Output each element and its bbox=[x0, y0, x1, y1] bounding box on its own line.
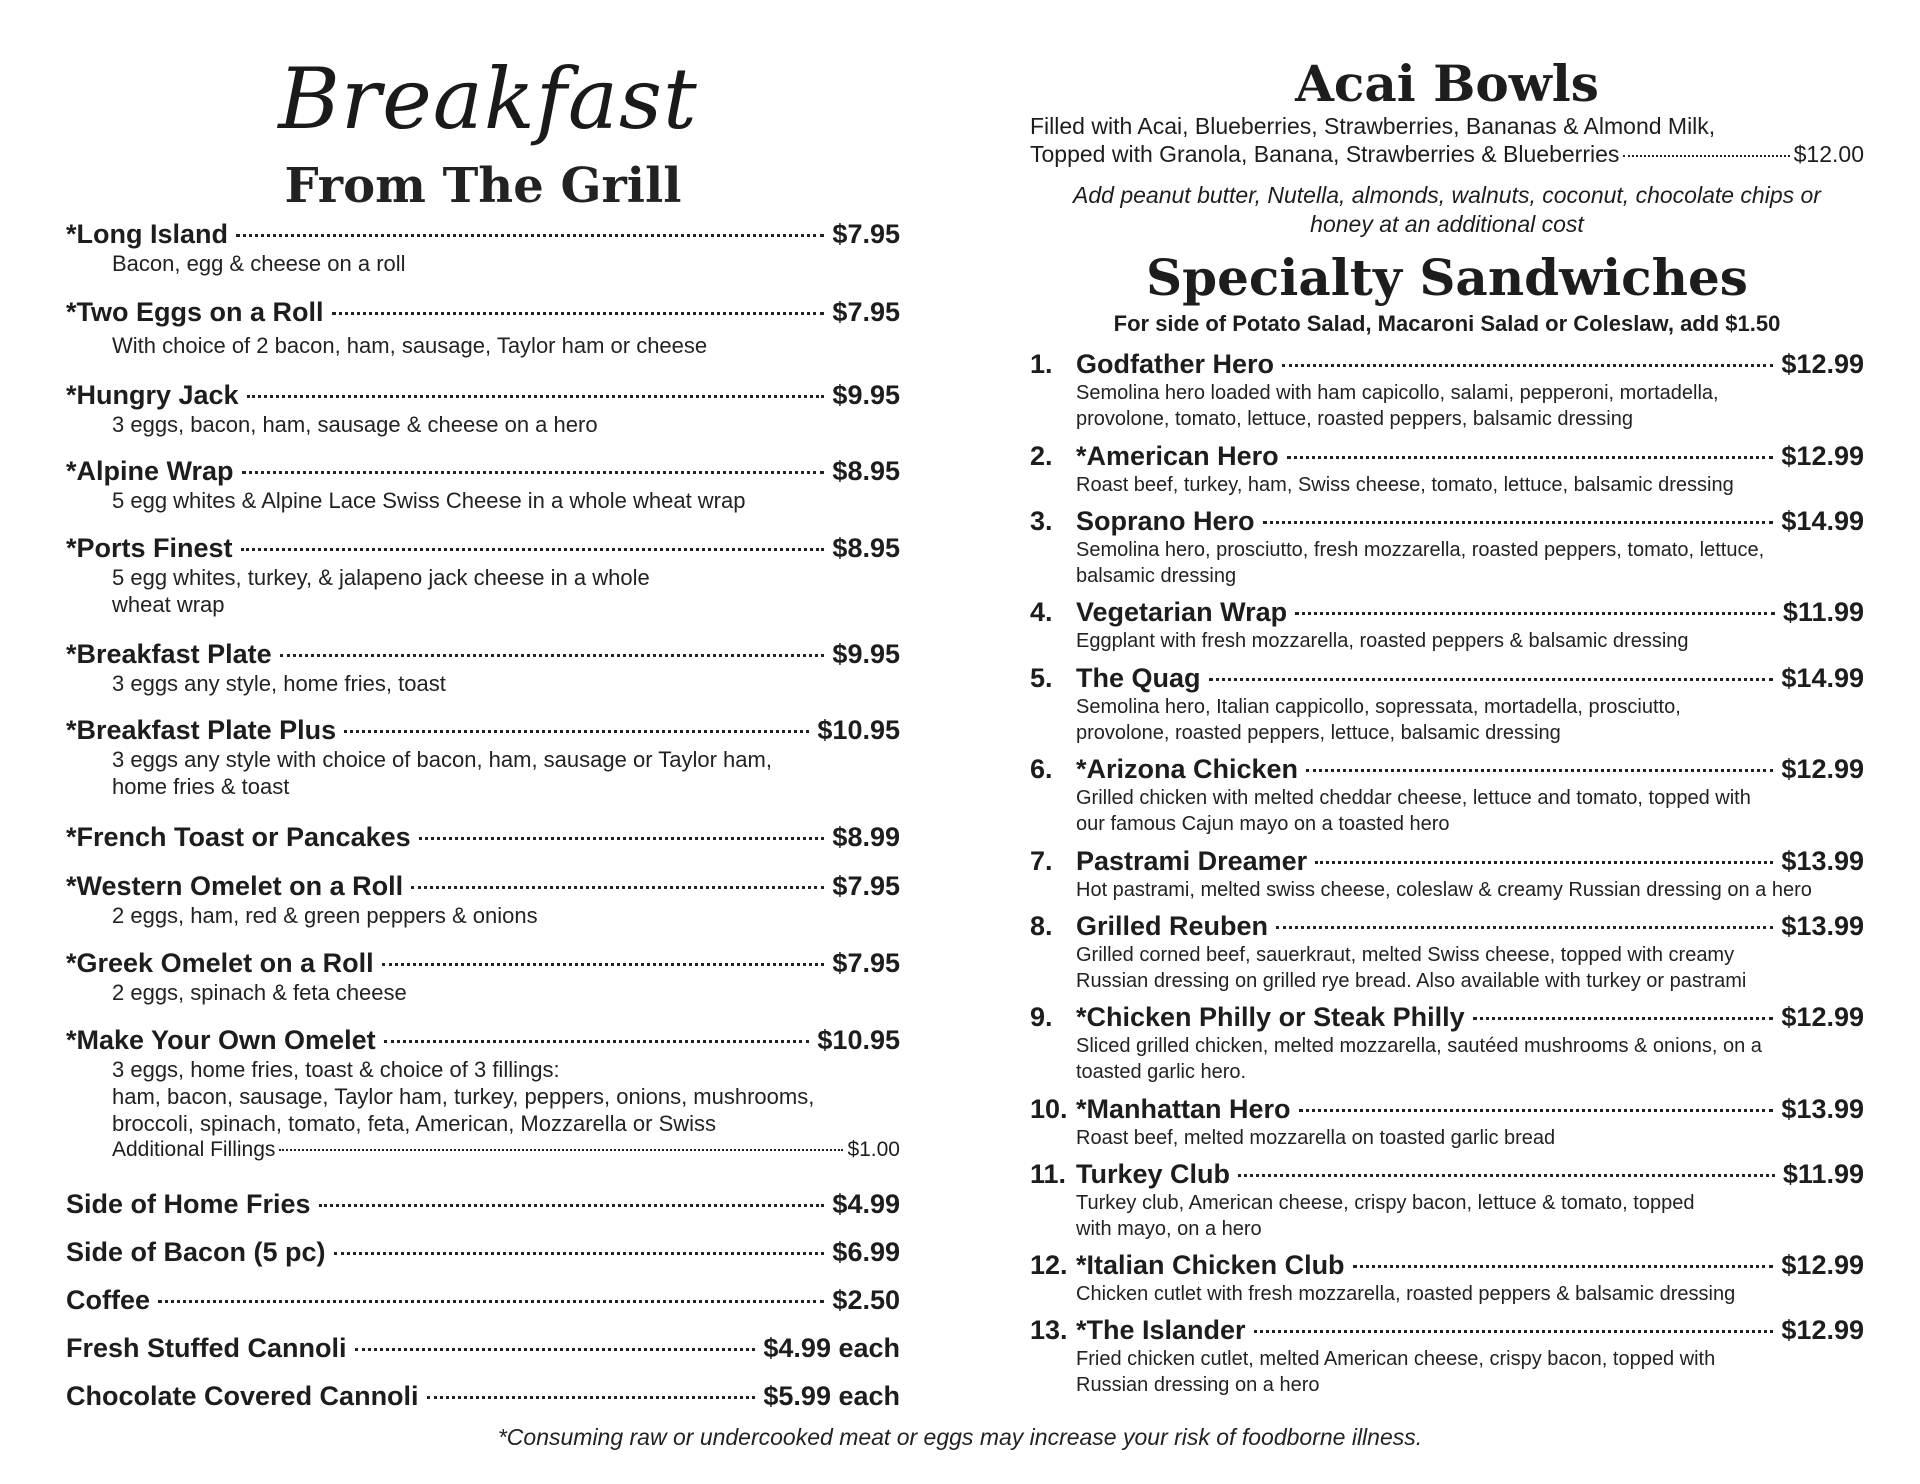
item-description: Eggplant with fresh mozzarella, roasted peppers & balsamic dressing bbox=[1076, 630, 1689, 652]
additional-fillings-price: $1.00 bbox=[847, 1138, 900, 1161]
item-number: 10. bbox=[1030, 1094, 1068, 1124]
menu-item bbox=[66, 218, 900, 277]
item-description: Bacon, egg & cheese on a roll bbox=[112, 251, 406, 276]
item-name: *Alpine Wrap bbox=[66, 456, 234, 486]
item-name: Godfather Hero bbox=[1076, 349, 1275, 379]
item-name: *Breakfast Plate bbox=[66, 639, 272, 669]
item-price: $12.99 bbox=[1781, 441, 1864, 471]
item-description-cont: home fries & toast bbox=[112, 774, 290, 799]
item-price: $9.95 bbox=[832, 639, 900, 669]
item-description: Semolina hero, prosciutto, fresh mozzarella, roasted peppers, tomato, lettuce, bbox=[1076, 539, 1765, 561]
acai-note: Add peanut butter, Nutella, almonds, walnuts, coconut, chocolate chips or honey at an additional cost bbox=[1073, 182, 1821, 237]
item-number: 12. bbox=[1030, 1250, 1068, 1280]
item-price: $8.99 bbox=[832, 822, 900, 852]
item-description: 3 eggs, home fries, toast & choice of 3 fillings: bbox=[112, 1057, 560, 1082]
item-price: $6.99 bbox=[832, 1237, 900, 1267]
sandwich-item bbox=[1030, 505, 1864, 589]
item-price: $8.95 bbox=[832, 456, 900, 486]
menu-item bbox=[66, 1236, 900, 1268]
item-name: *The Islander bbox=[1076, 1315, 1246, 1345]
sandwich-item bbox=[1030, 596, 1864, 654]
item-name: *Two Eggs on a Roll bbox=[66, 297, 324, 327]
item-number: 5. bbox=[1030, 663, 1053, 693]
item-description: 3 eggs any style, home fries, toast bbox=[112, 671, 446, 696]
item-name: Fresh Stuffed Cannoli bbox=[66, 1333, 347, 1363]
item-price: $4.99 bbox=[832, 1189, 900, 1219]
item-number: 6. bbox=[1030, 754, 1053, 784]
item-number: 1. bbox=[1030, 349, 1053, 379]
item-number: 13. bbox=[1030, 1315, 1068, 1345]
item-number: 9. bbox=[1030, 1002, 1053, 1032]
item-price: $13.99 bbox=[1781, 911, 1864, 941]
item-description: Turkey club, American cheese, crispy bacon, lettuce & tomato, topped bbox=[1076, 1192, 1695, 1214]
sandwich-item bbox=[1030, 1249, 1864, 1307]
item-name: *Hungry Jack bbox=[66, 380, 239, 410]
acai-title: Acai Bowls bbox=[1295, 54, 1599, 113]
sandwich-item bbox=[1030, 440, 1864, 498]
menu-item bbox=[66, 532, 900, 618]
acai-description bbox=[1030, 112, 1864, 168]
item-name: Side of Bacon (5 pc) bbox=[66, 1237, 326, 1267]
item-name: Soprano Hero bbox=[1076, 506, 1255, 536]
item-description-cont: with mayo, on a hero bbox=[1076, 1218, 1262, 1240]
item-name: *Long Island bbox=[66, 219, 228, 249]
item-name: *Breakfast Plate Plus bbox=[66, 715, 337, 745]
acai-price: $12.00 bbox=[1793, 141, 1864, 167]
item-name: *French Toast or Pancakes bbox=[66, 822, 411, 852]
item-description: 3 eggs, bacon, ham, sausage & cheese on a hero bbox=[112, 412, 598, 437]
item-description-cont: toasted garlic hero. bbox=[1076, 1061, 1247, 1083]
sandwich-item bbox=[1030, 1314, 1864, 1398]
item-price: $7.95 bbox=[832, 871, 900, 901]
item-description-cont: Russian dressing on grilled rye bread. Also available with turkey or pastrami bbox=[1076, 970, 1747, 992]
sandwich-item bbox=[1030, 662, 1864, 746]
item-name: Turkey Club bbox=[1076, 1159, 1231, 1189]
item-price: $2.50 bbox=[832, 1285, 900, 1315]
item-description: Roast beef, melted mozzarella on toasted garlic bread bbox=[1076, 1127, 1556, 1149]
food-safety-disclaimer: *Consuming raw or undercooked meat or eggs may increase your risk of foodborne illness. bbox=[497, 1424, 1423, 1450]
breakfast-subtitle: From The Grill bbox=[284, 158, 682, 214]
additional-fillings-label: Additional Fillings bbox=[112, 1138, 276, 1161]
item-name: *Western Omelet on a Roll bbox=[66, 871, 404, 901]
menu-item bbox=[66, 379, 900, 438]
item-price: $5.99 each bbox=[763, 1381, 900, 1411]
item-name: *American Hero bbox=[1076, 441, 1279, 471]
item-name: *Italian Chicken Club bbox=[1076, 1250, 1345, 1280]
item-price: $14.99 bbox=[1781, 506, 1864, 536]
menu-item bbox=[66, 1188, 900, 1220]
item-price: $7.95 bbox=[832, 297, 900, 327]
item-description: 2 eggs, spinach & feta cheese bbox=[112, 980, 407, 1005]
item-description: 2 eggs, ham, red & green peppers & onions bbox=[112, 903, 538, 928]
menu-item bbox=[66, 1024, 900, 1163]
item-description: With choice of 2 bacon, ham, sausage, Taylor ham or cheese bbox=[112, 333, 708, 358]
sandwich-item bbox=[1030, 1093, 1864, 1151]
item-name: *Greek Omelet on a Roll bbox=[66, 948, 374, 978]
item-number: 3. bbox=[1030, 506, 1053, 536]
sandwich-item bbox=[1030, 1158, 1864, 1242]
item-description: Chicken cutlet with fresh mozzarella, roasted peppers & balsamic dressing bbox=[1076, 1283, 1736, 1305]
item-price: $4.99 each bbox=[763, 1333, 900, 1363]
item-name: *Manhattan Hero bbox=[1076, 1094, 1291, 1124]
menu-item bbox=[66, 821, 900, 853]
item-price: $13.99 bbox=[1781, 846, 1864, 876]
menu-item bbox=[66, 296, 900, 359]
item-price: $10.95 bbox=[817, 715, 900, 745]
item-number: 4. bbox=[1030, 597, 1053, 627]
item-description: Semolina hero loaded with ham capicollo, salami, pepperoni, mortadella, bbox=[1076, 382, 1719, 404]
item-description-cont: provolone, tomato, lettuce, roasted peppers, balsamic dressing bbox=[1076, 408, 1633, 430]
item-name: *Arizona Chicken bbox=[1076, 754, 1299, 784]
menu-item bbox=[66, 455, 900, 514]
item-description-cont: Russian dressing on a hero bbox=[1076, 1374, 1320, 1396]
item-name: Vegetarian Wrap bbox=[1076, 597, 1288, 627]
item-description: 5 egg whites & Alpine Lace Swiss Cheese in a whole wheat wrap bbox=[112, 488, 746, 513]
item-price: $8.95 bbox=[832, 533, 900, 563]
menu-item bbox=[66, 947, 900, 1006]
item-description-cont: wheat wrap bbox=[112, 592, 225, 617]
item-price: $12.99 bbox=[1781, 754, 1864, 784]
item-price: $10.95 bbox=[817, 1025, 900, 1055]
item-price: $11.99 bbox=[1782, 597, 1864, 627]
item-description-cont: balsamic dressing bbox=[1076, 565, 1237, 587]
item-price: $7.95 bbox=[832, 219, 900, 249]
specialty-side-note: For side of Potato Salad, Macaroni Salad or Coleslaw, add $1.50 bbox=[1113, 311, 1781, 336]
item-price: $13.99 bbox=[1781, 1094, 1864, 1124]
sandwich-item bbox=[1030, 910, 1864, 994]
sandwich-item bbox=[1030, 348, 1864, 432]
item-price: $12.99 bbox=[1781, 349, 1864, 379]
item-description: Grilled chicken with melted cheddar cheese, lettuce and tomato, topped with bbox=[1076, 787, 1751, 809]
item-name: *Ports Finest bbox=[66, 533, 233, 563]
menu-item bbox=[66, 1284, 900, 1316]
item-description-cont: ham, bacon, sausage, Taylor ham, turkey, peppers, onions, mushrooms, bbox=[112, 1084, 815, 1109]
item-number: 2. bbox=[1030, 441, 1053, 471]
item-name: *Chicken Philly or Steak Philly bbox=[1076, 1002, 1465, 1032]
item-price: $12.99 bbox=[1781, 1315, 1864, 1345]
item-description: Semolina hero, Italian cappicollo, sopressata, mortadella, prosciutto, bbox=[1076, 696, 1681, 718]
item-price: $7.95 bbox=[832, 948, 900, 978]
item-description-cont: our famous Cajun mayo on a toasted hero bbox=[1076, 813, 1450, 835]
item-number: 7. bbox=[1030, 846, 1053, 876]
additional-fillings-row bbox=[66, 1137, 900, 1163]
breakfast-title: Breakfast bbox=[278, 50, 698, 148]
item-description-cont: provolone, roasted peppers, lettuce, balsamic dressing bbox=[1076, 722, 1561, 744]
item-description: 5 egg whites, turkey, & jalapeno jack cheese in a whole bbox=[112, 565, 650, 590]
menu-item bbox=[66, 870, 900, 929]
acai-line-2: Topped with Granola, Banana, Strawberries & Blueberries bbox=[1030, 141, 1620, 167]
item-number: 8. bbox=[1030, 911, 1053, 941]
item-description: Sliced grilled chicken, melted mozzarella, sautéed mushrooms & onions, on a bbox=[1076, 1035, 1762, 1057]
item-description: Grilled corned beef, sauerkraut, melted Swiss cheese, topped with creamy bbox=[1076, 944, 1735, 966]
item-description-cont: broccoli, spinach, tomato, feta, American, Mozzarella or Swiss bbox=[112, 1111, 717, 1136]
item-price: $9.95 bbox=[832, 380, 900, 410]
specialty-title: Specialty Sandwiches bbox=[1146, 248, 1748, 307]
item-name: Grilled Reuben bbox=[1076, 911, 1269, 941]
item-number: 11. bbox=[1030, 1159, 1067, 1189]
item-description: Hot pastrami, melted swiss cheese, coleslaw & creamy Russian dressing on a hero bbox=[1076, 879, 1812, 901]
item-name: Pastrami Dreamer bbox=[1076, 846, 1308, 876]
sandwich-item bbox=[1030, 1001, 1864, 1085]
item-price: $14.99 bbox=[1781, 663, 1864, 693]
item-description: Roast beef, turkey, ham, Swiss cheese, tomato, lettuce, balsamic dressing bbox=[1076, 474, 1734, 496]
menu-item bbox=[66, 1380, 900, 1412]
item-price: $12.99 bbox=[1781, 1250, 1864, 1280]
item-description: Fried chicken cutlet, melted American cheese, crispy bacon, topped with bbox=[1076, 1348, 1716, 1370]
item-description: 3 eggs any style with choice of bacon, ham, sausage or Taylor ham, bbox=[112, 747, 772, 772]
menu-item bbox=[66, 714, 900, 800]
item-price: $12.99 bbox=[1781, 1002, 1864, 1032]
item-name: The Quag bbox=[1076, 663, 1201, 693]
item-name: Chocolate Covered Cannoli bbox=[66, 1381, 419, 1411]
item-price: $11.99 bbox=[1782, 1159, 1864, 1189]
item-name: Side of Home Fries bbox=[66, 1189, 311, 1219]
sandwich-item bbox=[1030, 845, 1864, 903]
menu-item bbox=[66, 1332, 900, 1364]
item-name: *Make Your Own Omelet bbox=[66, 1025, 376, 1055]
menu-item bbox=[66, 638, 900, 697]
acai-line-1: Filled with Acai, Blueberries, Strawberries, Bananas & Almond Milk, bbox=[1030, 113, 1716, 139]
item-name: Coffee bbox=[66, 1285, 151, 1315]
sandwich-item bbox=[1030, 753, 1864, 837]
